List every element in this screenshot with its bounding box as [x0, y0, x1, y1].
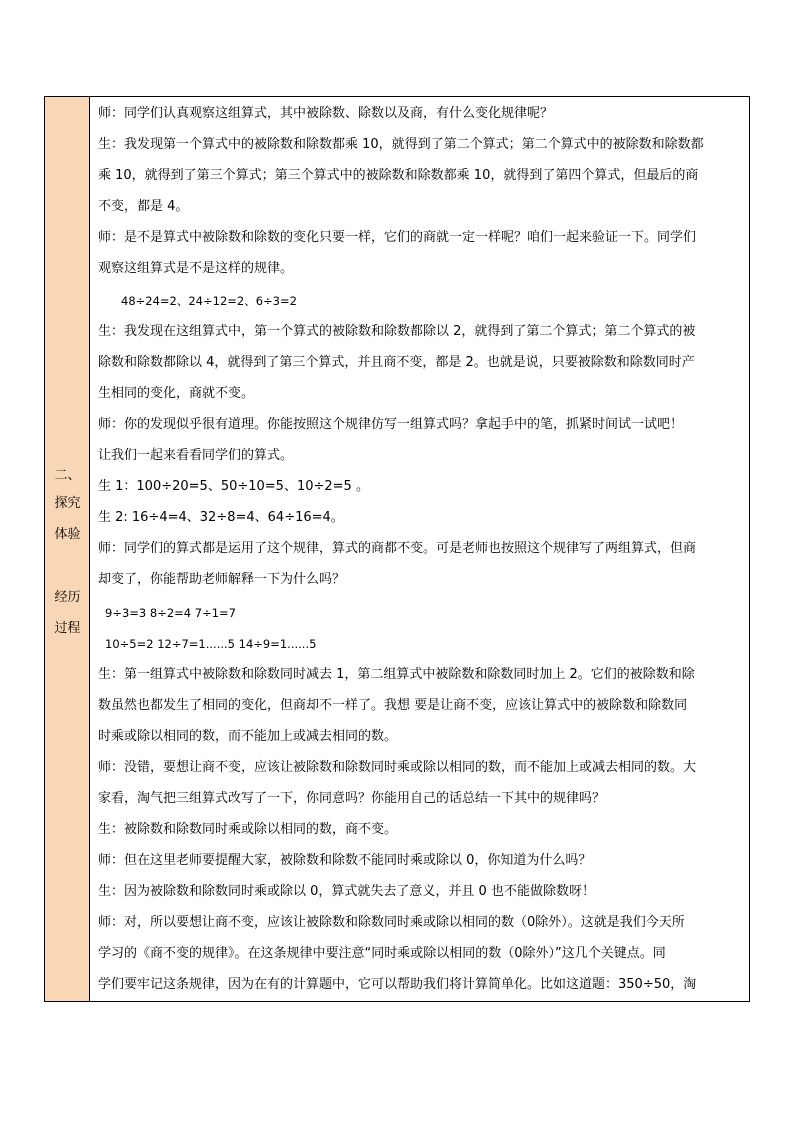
section-title-2: 体验 [54, 527, 81, 542]
section-number: 二、 [54, 468, 81, 483]
text-line: 生：我发现在这组算式中，第一个算式的被除数和除数都除以 2，就得到了第二个算式；第二个算式的被 [98, 324, 696, 339]
text-line: 师：对，所以要想让商不变，应该让被除数和除数同时乘或除以相同的数（0除外）。这就是我们今天所 [98, 915, 685, 930]
text-line: 除数和除数都除以 4，就得到了第三个算式，并且商不变，都是 2。也就是说，只要被除数和除数同时产 [98, 355, 695, 370]
text-line: 学们要牢记这条规律，因为在有的计算题中，它可以帮助我们将计算简单化。比如这道题：350÷50，淘 [98, 977, 697, 992]
section-label-cell [45, 97, 90, 1001]
text-line: 学习的《商不变的规律》。在这条规律中要注意“同时乘或除以相同的数（0除外）”这几个关键点。同 [98, 946, 666, 961]
section-title-4: 过程 [54, 621, 81, 636]
text-line: 生：第一组算式中被除数和除数同时减去 1，第二组算式中被除数和除数同时加上 2。它们的被除数和除 [98, 667, 695, 682]
equation-line: 48÷24=2、24÷12=2、6÷3=2 [121, 294, 297, 308]
text-line: 生 1：100÷20=5、50÷10=5、10÷2=5 。 [98, 479, 369, 494]
text-line: 观察这组算式是不是这样的规律。 [98, 261, 294, 276]
text-line: 却变了，你能帮助老师解释一下为什么吗？ [98, 572, 346, 587]
equation-line: 9÷3=3 8÷2=4 7÷1=7 [105, 606, 236, 620]
text-line: 师：同学们认真观察这组算式，其中被除数、除数以及商，有什么变化规律呢？ [98, 106, 554, 121]
text-line: 师：是不是算式中被除数和除数的变化只要一样，它们的商就一定一样呢？咱们一起来验证一下。同学们 [98, 230, 697, 245]
lesson-content [91, 97, 749, 1001]
text-line: 生 2: 16÷4=4、32÷8=4、64÷16=4。 [98, 510, 344, 525]
text-line: 生相同的变化，商就不变。 [98, 386, 255, 401]
text-line: 时乘或除以相同的数，而不能加上或减去相同的数。 [98, 729, 398, 744]
lesson-table [44, 96, 750, 1002]
text-line: 不变，都是 4。 [98, 199, 189, 214]
text-line: 让我们一起来看看同学们的算式。 [98, 448, 294, 463]
text-line: 生：被除数和除数同时乘或除以相同的数，商不变。 [98, 822, 398, 837]
text-line: 数虽然也都发生了相同的变化，但商却不一样了。我想 要是让商不变，应该让算式中的被除数和除数同 [98, 698, 688, 713]
text-line: 师：你的发现似乎很有道理。你能按照这个规律仿写一组算式吗？拿起手中的笔，抓紧时间试一试吧！ [98, 417, 684, 432]
text-line: 生：因为被除数和除数同时乘或除以 0，算式就失去了意义，并且 0 也不能做除数呀！ [98, 884, 595, 899]
text-line: 生：我发现第一个算式中的被除数和除数都乘 10，就得到了第二个算式；第二个算式中的被除数和除数都 [98, 137, 704, 152]
section-title-3: 经历 [54, 590, 81, 605]
text-line: 师：没错，要想让商不变，应该让被除数和除数同时乘或除以相同的数，而不能加上或减去相同的数。大 [98, 760, 697, 775]
text-line: 家看，淘气把三组算式改写了一下，你同意吗？你能用自己的话总结一下其中的规律吗？ [98, 791, 606, 806]
equation-line: 10÷5=2 12÷7=1......5 14÷9=1......5 [105, 637, 317, 651]
text-line: 师：同学们的算式都是运用了这个规律，算式的商都不变。可是老师也按照这个规律写了两组算式，但商 [98, 541, 697, 556]
section-title-1: 探究 [54, 496, 81, 511]
text-line: 乘 10，就得到了第三个算式；第三个算式中的被除数和除数都乘 10，就得到了第四个算式，但最后的商 [98, 168, 699, 183]
text-line: 师：但在这里老师要提醒大家，被除数和除数不能同时乘或除以 0，你知道为什么吗？ [98, 853, 592, 868]
